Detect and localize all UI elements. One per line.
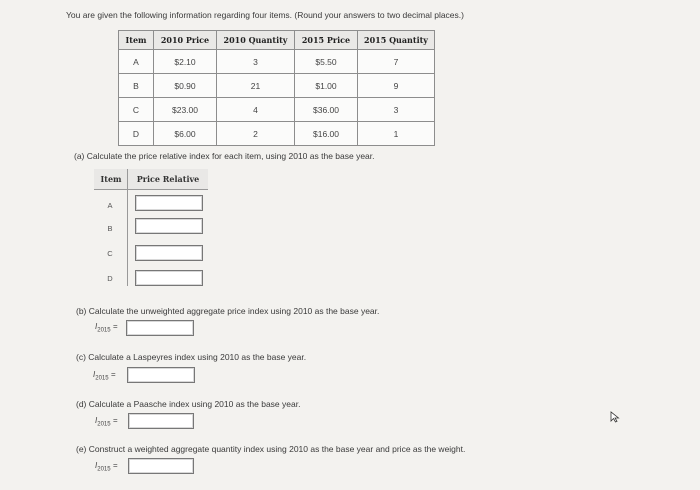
table-cell: $2.10: [154, 50, 217, 74]
part-a-question: (a) Calculate the price relative index for each item, using 2010 as the base year.: [74, 151, 375, 161]
table-header: 2015 Quantity: [358, 31, 435, 50]
table-cell: 2: [217, 122, 295, 146]
price-relative-input-b[interactable]: [135, 218, 203, 234]
table-cell: 3: [217, 50, 295, 74]
table-row: [119, 74, 435, 98]
table-cell: $5.50: [295, 50, 358, 74]
item-label-d: D: [107, 274, 113, 283]
table-cell: C: [119, 98, 154, 122]
divider: [127, 169, 128, 286]
part-d-question: (d) Calculate a Paasche index using 2010 as the base year.: [76, 399, 301, 409]
table-cell: $23.00: [154, 98, 217, 122]
laspeyres-index-input[interactable]: [127, 367, 195, 383]
table-cell: $36.00: [295, 98, 358, 122]
table-cell: 3: [358, 98, 435, 122]
weighted-quantity-index-input[interactable]: [128, 458, 194, 474]
item-label-b: B: [107, 224, 113, 233]
part-e-question: (e) Construct a weighted aggregate quantity index using 2010 as the base year and price as the weight.: [76, 444, 466, 454]
price-relative-input-d[interactable]: [135, 270, 203, 286]
price-relative-input-a[interactable]: [135, 195, 203, 211]
unweighted-index-input[interactable]: [126, 320, 194, 336]
table-cell: B: [119, 74, 154, 98]
table-cell: 4: [217, 98, 295, 122]
price-relative-input-c[interactable]: [135, 245, 203, 261]
table-cell: $1.00: [295, 74, 358, 98]
table-row: [119, 98, 435, 122]
table-row: [119, 122, 435, 146]
index-label-d: $I_{2015}$ =: [95, 416, 118, 428]
index-label-b: $I_{2015}$ =: [95, 322, 118, 334]
index-label-e: $I_{2015}$ =: [95, 461, 118, 473]
item-label-c: C: [107, 249, 113, 258]
table-cell: 9: [358, 74, 435, 98]
table-header-row: [119, 31, 435, 50]
table-cell: 21: [217, 74, 295, 98]
paasche-index-input[interactable]: [128, 413, 194, 429]
table-cell: $6.00: [154, 122, 217, 146]
table-row: [119, 50, 435, 74]
table-header: 2010 Price: [154, 31, 217, 50]
table-cell: 1: [358, 122, 435, 146]
item-label-a: A: [107, 201, 113, 210]
table-cell: $0.90: [154, 74, 217, 98]
index-label-c: $I_{2015}$ =: [93, 370, 116, 382]
part-c-question: (c) Calculate a Laspeyres index using 2010 as the base year.: [76, 352, 307, 362]
table-cell: $16.00: [295, 122, 358, 146]
table-header: Item: [119, 31, 154, 50]
mouse-pointer-icon: [610, 411, 620, 423]
table-header: 2010 Quantity: [217, 31, 295, 50]
table-cell: D: [119, 122, 154, 146]
part-b-question: (b) Calculate the unweighted aggregate price index using 2010 as the base year.: [76, 306, 380, 316]
table-cell: 7: [358, 50, 435, 74]
table-header: 2015 Price: [295, 31, 358, 50]
data-table: [118, 30, 435, 146]
table-cell: A: [119, 50, 154, 74]
price-relative-header: Price Relative: [128, 169, 208, 190]
instructions-text: You are given the following information regarding four items. (Round your answers to two decimal places.): [66, 10, 464, 20]
price-relative-table: [94, 169, 209, 289]
price-relative-item-header: Item: [94, 169, 128, 190]
